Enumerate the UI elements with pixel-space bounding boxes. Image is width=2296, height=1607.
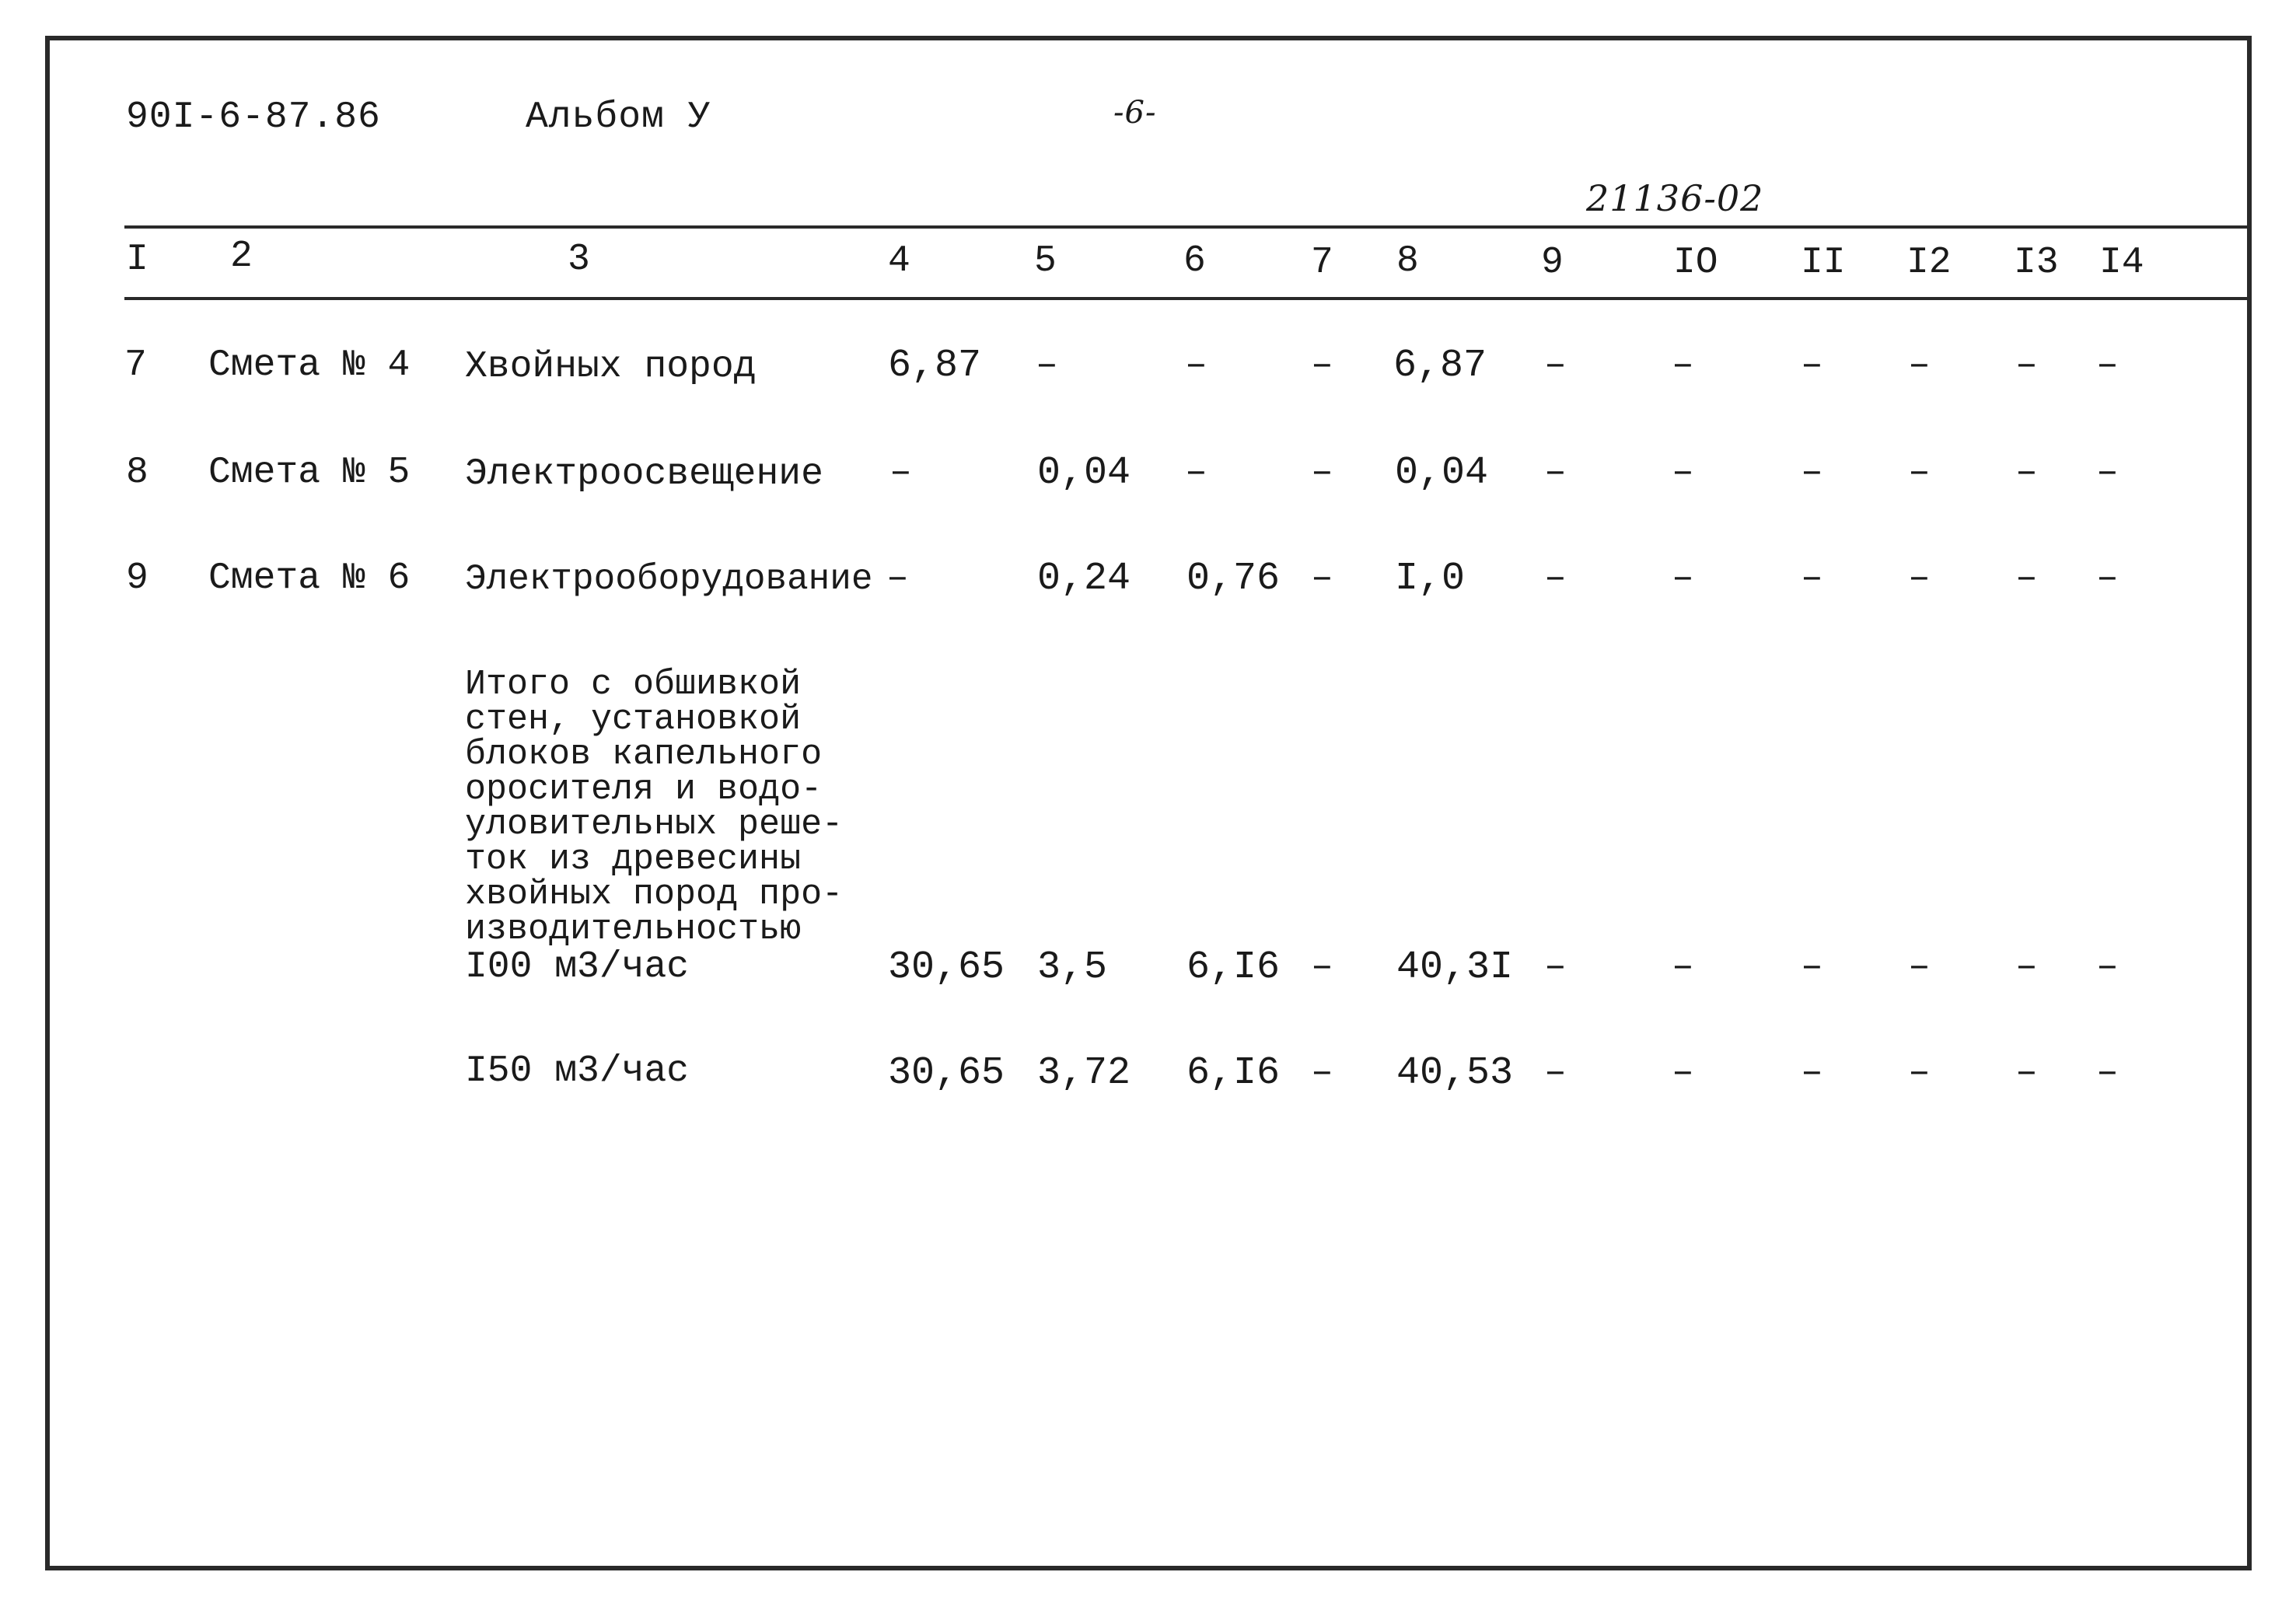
value-col5: 3,5 [1037,945,1108,990]
row-number: 9 [126,557,149,599]
total-description: Итого с обшивкой стен, установкой блоков капельного оросителя и водо- уловительных реше- ток из древесины хвойных пород про- изводительностью [465,665,844,949]
value-col14: – [2096,557,2119,599]
estimate-ref: Смета № 5 [208,452,411,494]
column-number: 9 [1541,242,1564,284]
value-col5: 0,24 [1037,557,1131,601]
column-number: II [1801,242,1846,284]
column-number: 7 [1311,242,1333,284]
value-col12: – [1908,946,1931,988]
value-col8: 6,87 [1393,344,1487,388]
capacity-label: I00 м3/час [465,946,690,988]
value-col8: 40,3I [1396,945,1514,990]
value-col4: 30,65 [888,1051,1005,1095]
value-col14: – [2096,344,2119,386]
value-col11: – [1801,344,1823,386]
value-col9: – [1544,344,1567,386]
value-col10: – [1672,452,1694,494]
value-col9: – [1544,452,1567,494]
value-col7: – [1311,557,1333,599]
value-col13: – [2015,452,2038,494]
value-col5: – [1036,344,1058,386]
row-number: 8 [126,452,149,494]
value-col10: – [1672,946,1694,988]
value-col12: – [1908,557,1931,599]
value-col6: – [1185,344,1207,386]
value-col13: – [2015,1052,2038,1094]
value-col8: 40,53 [1396,1051,1514,1095]
value-col10: – [1672,557,1694,599]
value-col12: – [1908,344,1931,386]
album-label: Альбом У [526,96,711,138]
value-col7: – [1311,946,1333,988]
value-col4: 30,65 [888,945,1005,990]
value-col11: – [1801,452,1823,494]
item-name: Электрооборудование [465,559,873,599]
value-col10: – [1672,1052,1694,1094]
value-col4: – [889,452,912,494]
value-col4: – [886,557,909,599]
column-number: 8 [1396,240,1419,282]
document-code: 90I-6-87.86 [126,96,381,138]
value-col14: – [2096,946,2119,988]
value-col6: – [1185,452,1207,494]
capacity-label: I50 м3/час [465,1050,690,1092]
column-number: IO [1673,242,1718,284]
value-col8: 0,04 [1395,451,1489,495]
column-number: I3 [2014,242,2059,284]
column-number: 3 [568,239,590,281]
value-col12: – [1908,1052,1931,1094]
value-col11: – [1801,557,1823,599]
estimate-ref: Смета № 4 [208,344,411,386]
column-number: 6 [1183,240,1206,282]
value-col12: – [1908,452,1931,494]
value-col6: 0,76 [1186,557,1281,601]
item-name: Хвойных пород [465,346,757,388]
estimate-ref: Смета № 6 [208,557,411,599]
column-number: I [126,239,149,281]
value-col13: – [2015,946,2038,988]
item-name: Электроосвещение [465,453,823,495]
value-col6: 6,I6 [1186,1051,1281,1095]
value-col7: – [1311,344,1333,386]
value-col7: – [1311,452,1333,494]
value-col10: – [1672,344,1694,386]
column-number: 5 [1034,240,1057,282]
value-col11: – [1801,1052,1823,1094]
column-number: 2 [230,236,253,278]
value-col6: 6,I6 [1186,945,1281,990]
column-number: I2 [1906,242,1952,284]
value-col5: 0,04 [1037,451,1131,495]
value-col9: – [1544,557,1567,599]
value-col7: – [1311,1052,1333,1094]
value-col9: – [1544,946,1567,988]
reference-number: 21136-02 [1586,177,1764,219]
value-col5: 3,72 [1037,1051,1131,1095]
row-number: 7 [124,344,147,386]
value-col8: I,0 [1395,557,1466,601]
column-number: I4 [2099,242,2144,284]
page-number: -6- [1113,95,1157,131]
value-col4: 6,87 [888,344,982,388]
column-number: 4 [888,240,910,282]
value-col14: – [2096,1052,2119,1094]
header-bottom-rule [124,297,2252,300]
value-col13: – [2015,344,2038,386]
value-col9: – [1544,1052,1567,1094]
value-col14: – [2096,452,2119,494]
header-top-rule [124,225,2252,229]
value-col11: – [1801,946,1823,988]
value-col13: – [2015,557,2038,599]
